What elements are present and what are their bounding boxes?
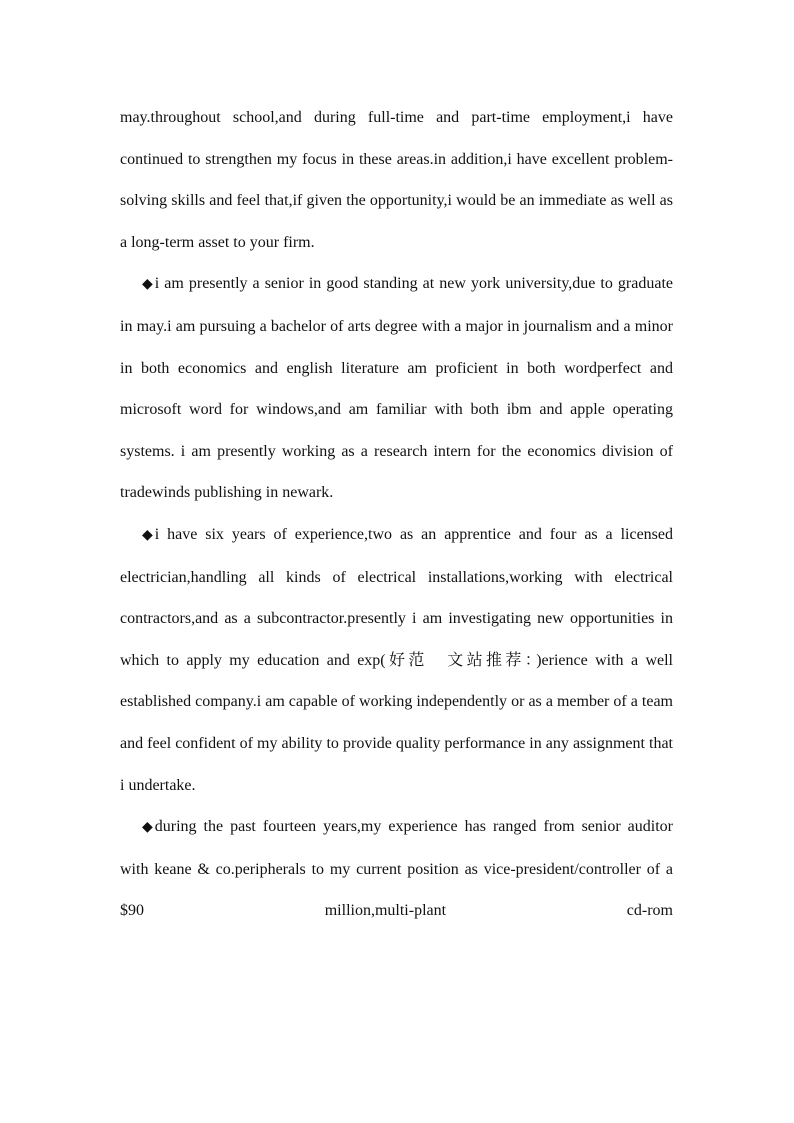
diamond-bullet-icon: ◆ — [142, 819, 153, 836]
paragraph-2-text: i am presently a senior in good standing at new york university,due to graduate in may.i am pursuing a bachelor of arts degree with a major in journalism and a minor in both economics and english literature am proficient in both wordperfect and microsoft word for windows,and am familiar with both ibm and apple operating systems. i am presently working as a research intern for the economics division of tradewinds publishing in newark. — [120, 275, 673, 502]
paragraph-4-text: during the past fourteen years,my experience has ranged from senior auditor with keane & co.peripherals to my current position as vice-president/controller of a $90 million,multi-plant cd-rom — [120, 818, 673, 920]
document-body — [120, 97, 673, 932]
paragraph-3-text: i have six years of experience,two as an apprentice and four as a licensed electrician,handling all kinds of electrical installations,working with electrical contractors,and as a subcontractor.presently i am investigating new opportunities in which to apply my education and exp(好范 文站推荐：)erience with a well established company.i am capable of working independently or as a member of a team and feel confident of my ability to provide quality performance in any assignment that i undertake. — [120, 525, 673, 794]
paragraph-3 — [120, 514, 673, 806]
paragraph-1-text: may.throughout school,and during full-time and part-time employment,i have continued to strengthen my focus in these areas.in addition,i have excellent problem-solving skills and feel that,if given the opportunity,i would be an immediate as well as a long-term asset to your firm. — [120, 109, 673, 251]
diamond-bullet-icon: ◆ — [142, 276, 153, 293]
paragraph-4 — [120, 806, 673, 932]
diamond-bullet-icon: ◆ — [142, 526, 153, 543]
paragraph-2 — [120, 263, 673, 514]
paragraph-1 — [120, 97, 673, 263]
